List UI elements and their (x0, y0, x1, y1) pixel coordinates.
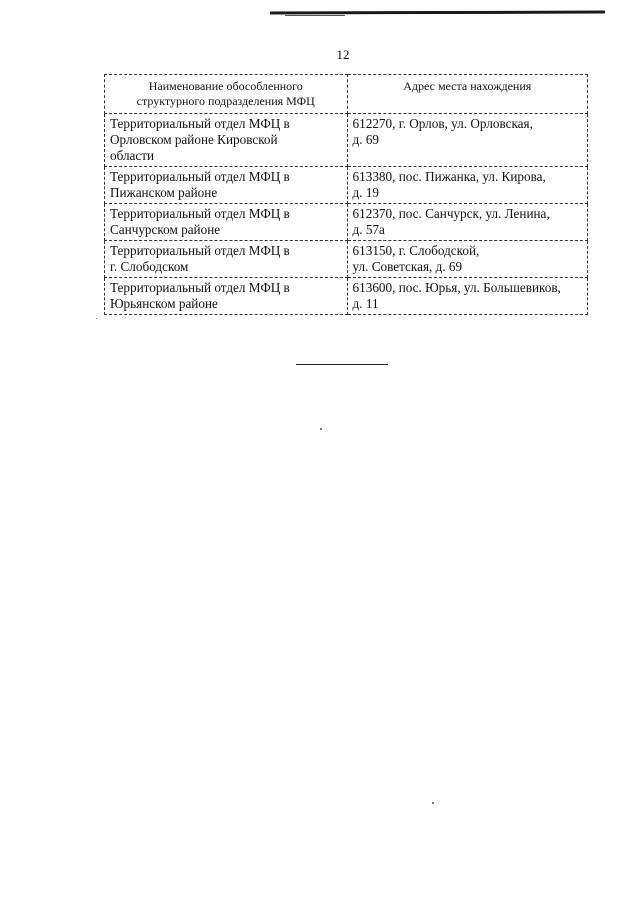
header-name-line: структурного подразделения МФЦ (136, 94, 315, 108)
office-name-line: Юрьянском районе (110, 296, 218, 311)
header-address-line: Адрес места нахождения (403, 79, 532, 93)
header-name (105, 75, 348, 114)
office-address-line: 613380, пос. Пижанка, ул. Кирова, (352, 169, 546, 184)
mfc-offices-table (104, 74, 588, 315)
scan-speck (96, 318, 97, 319)
office-name-line: Территориальный отдел МФЦ в (110, 169, 290, 184)
office-address-cell (347, 241, 587, 278)
office-address-cell (347, 114, 587, 167)
office-name-line: г. Слободском (110, 259, 189, 274)
end-of-table-rule (296, 364, 388, 365)
office-address-line: д. 57а (352, 222, 385, 237)
scan-speck (432, 802, 434, 804)
office-address-line: 613600, пос. Юрья, ул. Большевиков, (352, 280, 561, 295)
office-address-line: 612270, г. Орлов, ул. Орловская, (352, 116, 533, 131)
scan-speck (320, 428, 322, 430)
office-address-cell (347, 167, 587, 204)
header-rule (270, 11, 605, 15)
office-address-line: ул. Советская, д. 69 (352, 259, 463, 274)
office-address-line: д. 19 (352, 185, 380, 200)
office-name-line: Санчурском районе (110, 222, 221, 237)
table-row (105, 241, 588, 278)
table-row (105, 278, 588, 315)
header-rule-thin (285, 15, 345, 16)
office-name-cell (105, 114, 348, 167)
office-name-line: Орловском районе Кировской (110, 132, 278, 147)
office-address-line: д. 69 (352, 132, 380, 147)
office-address-cell (347, 204, 587, 241)
office-name-cell (105, 241, 348, 278)
office-address-line: 612370, пос. Санчурск, ул. Ленина, (352, 206, 550, 221)
table-row (105, 167, 588, 204)
office-name-line: Территориальный отдел МФЦ в (110, 206, 290, 221)
page-number: 12 (336, 47, 350, 62)
office-address-cell (347, 278, 587, 315)
office-name-cell (105, 278, 348, 315)
table-header-row (105, 75, 588, 114)
table-row (105, 204, 588, 241)
office-name-cell (105, 204, 348, 241)
table-row (105, 114, 588, 167)
header-name-line: Наименование обособленного (148, 79, 303, 93)
office-name-line: Территориальный отдел МФЦ в (110, 280, 290, 295)
office-name-cell (105, 167, 348, 204)
office-name-line: области (110, 148, 155, 163)
office-name-line: Пижанском районе (110, 185, 218, 200)
header-address (347, 75, 587, 114)
office-address-line: 613150, г. Слободской, (352, 243, 480, 258)
office-name-line: Территориальный отдел МФЦ в (110, 116, 290, 131)
office-name-line: Территориальный отдел МФЦ в (110, 243, 290, 258)
office-address-line: д. 11 (352, 296, 379, 311)
